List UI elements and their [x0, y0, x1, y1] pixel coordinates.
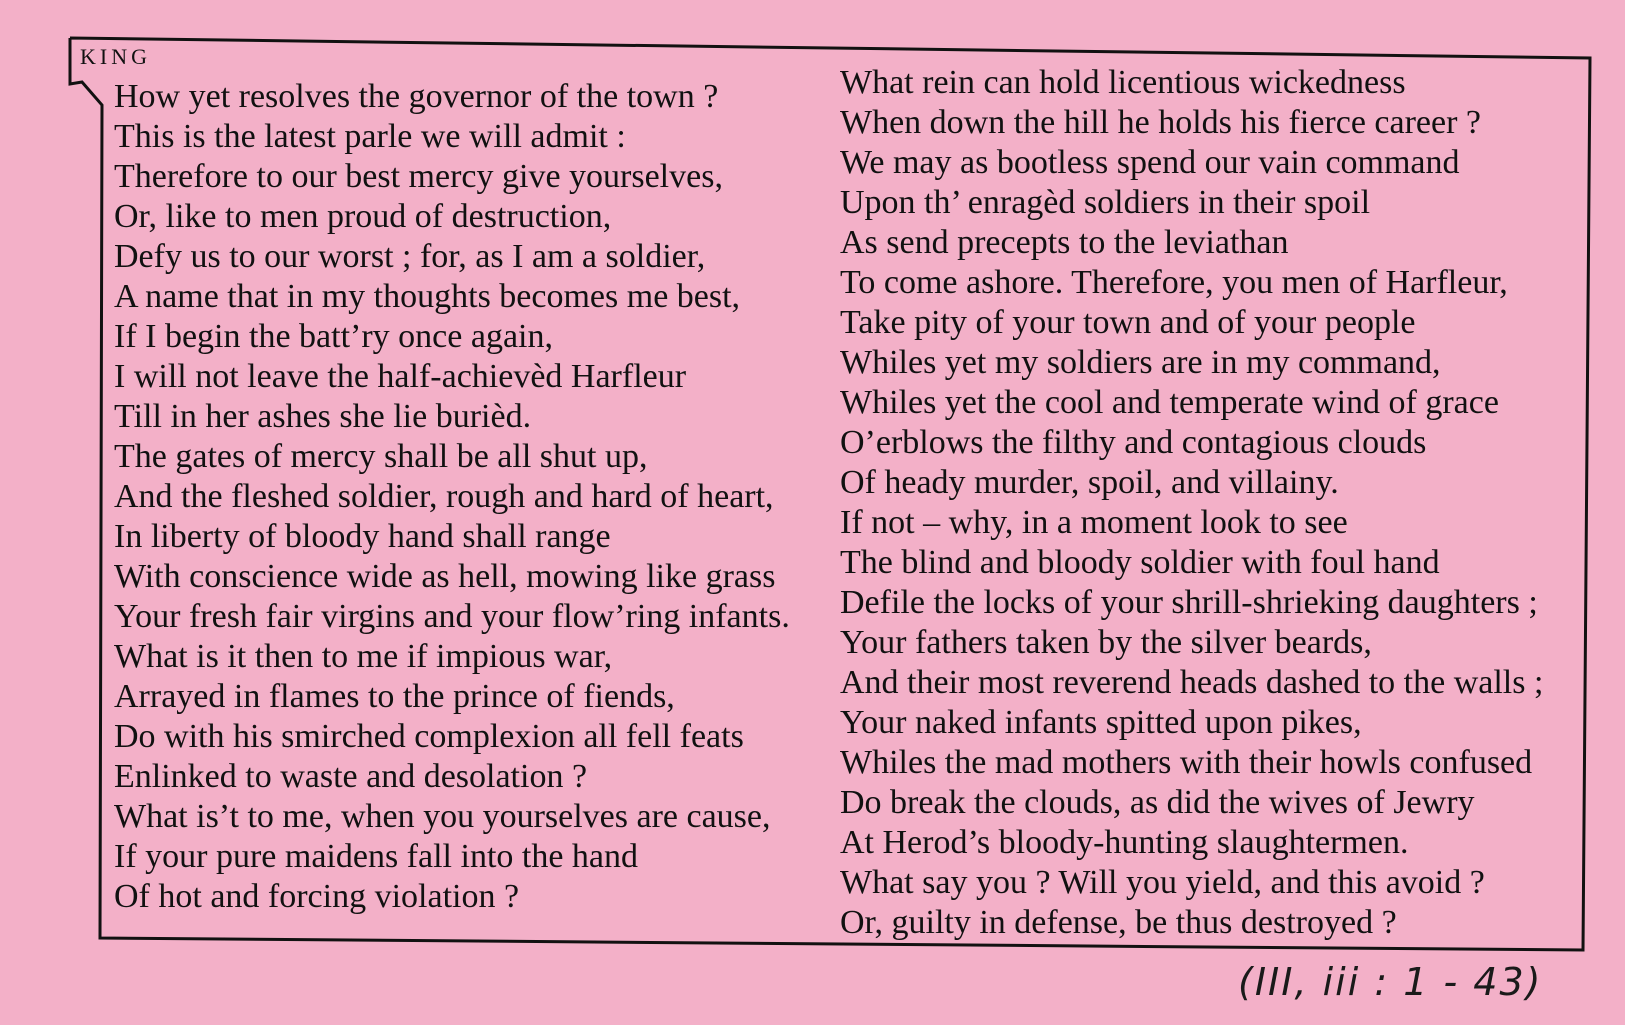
- verse-line: Take pity of your town and of your people: [840, 304, 1416, 341]
- verse-line: Your fresh fair virgins and your flow’ring infants.: [114, 598, 790, 635]
- verse-line: What is it then to me if impious war,: [114, 638, 613, 675]
- verse-line: Your naked infants spitted upon pikes,: [840, 704, 1362, 741]
- verse-line: In liberty of bloody hand shall range: [114, 518, 611, 555]
- verse-line: Whiles yet my soldiers are in my command,: [840, 344, 1441, 381]
- verse-line: To come ashore. Therefore, you men of Harfleur,: [840, 264, 1508, 301]
- verse-line: Or, like to men proud of destruction,: [114, 198, 612, 235]
- verse-line: O’erblows the filthy and contagious clouds: [840, 424, 1427, 461]
- verse-line: Defile the locks of your shrill-shrieking daughters ;: [840, 584, 1538, 621]
- verse-line: Of heady murder, spoil, and villainy.: [840, 464, 1339, 501]
- verse-line: The blind and bloody soldier with foul hand: [840, 544, 1440, 581]
- verse-line: Whiles the mad mothers with their howls confused: [840, 744, 1533, 781]
- verse-line: And the fleshed soldier, rough and hard of heart,: [114, 478, 774, 515]
- verse-line: When down the hill he holds his fierce career ?: [840, 104, 1482, 141]
- verse-line: Of hot and forcing violation ?: [114, 878, 520, 915]
- verse-line: Do with his smirched complexion all fell feats: [114, 718, 744, 755]
- speaker-label: KING: [80, 44, 151, 69]
- verse-line: Enlinked to waste and desolation ?: [114, 758, 588, 795]
- verse-line: What say you ? Will you yield, and this avoid ?: [840, 864, 1485, 901]
- verse-line: The gates of mercy shall be all shut up,: [114, 438, 648, 475]
- verse-line: Do break the clouds, as did the wives of Jewry: [840, 784, 1475, 821]
- verse-line: Upon th’ enragèd soldiers in their spoil: [840, 184, 1371, 221]
- verse-line: Or, guilty in defense, be thus destroyed ?: [840, 904, 1397, 941]
- verse-line: How yet resolves the governor of the town ?: [114, 78, 719, 115]
- verse-column-right: [840, 63, 1543, 943]
- verse-line: If I begin the batt’ry once again,: [114, 318, 553, 355]
- verse-line: If not – why, in a moment look to see: [840, 504, 1348, 541]
- verse-line: Your fathers taken by the silver beards,: [840, 624, 1372, 661]
- verse-line: I will not leave the half-achievèd Harfleur: [114, 358, 687, 395]
- verse-line: We may as bootless spend our vain command: [840, 144, 1460, 181]
- verse-line: Till in her ashes she lie burièd.: [114, 398, 532, 435]
- citation: (III, iii : 1 - 43): [1238, 960, 1543, 1004]
- verse-line: Whiles yet the cool and temperate wind of grace: [840, 384, 1499, 421]
- verse-line: And their most reverend heads dashed to the walls ;: [840, 664, 1544, 701]
- verse-line: Defy us to our worst ; for, as I am a soldier,: [114, 238, 706, 275]
- verse-line: A name that in my thoughts becomes me best,: [114, 278, 741, 315]
- verse-line: What is’t to me, when you yourselves are cause,: [114, 798, 771, 835]
- verse-column-left: [114, 77, 790, 917]
- verse-line: With conscience wide as hell, mowing like grass: [114, 558, 776, 595]
- verse-line: At Herod’s bloody-hunting slaughtermen.: [840, 824, 1409, 861]
- verse-line: Arrayed in flames to the prince of fiends,: [114, 678, 675, 715]
- verse-line: This is the latest parle we will admit :: [114, 118, 626, 155]
- verse-line: As send precepts to the leviathan: [840, 224, 1289, 261]
- verse-line: Therefore to our best mercy give yourselves,: [114, 158, 723, 195]
- verse-line: If your pure maidens fall into the hand: [114, 838, 639, 875]
- verse-line: What rein can hold licentious wickedness: [840, 64, 1406, 101]
